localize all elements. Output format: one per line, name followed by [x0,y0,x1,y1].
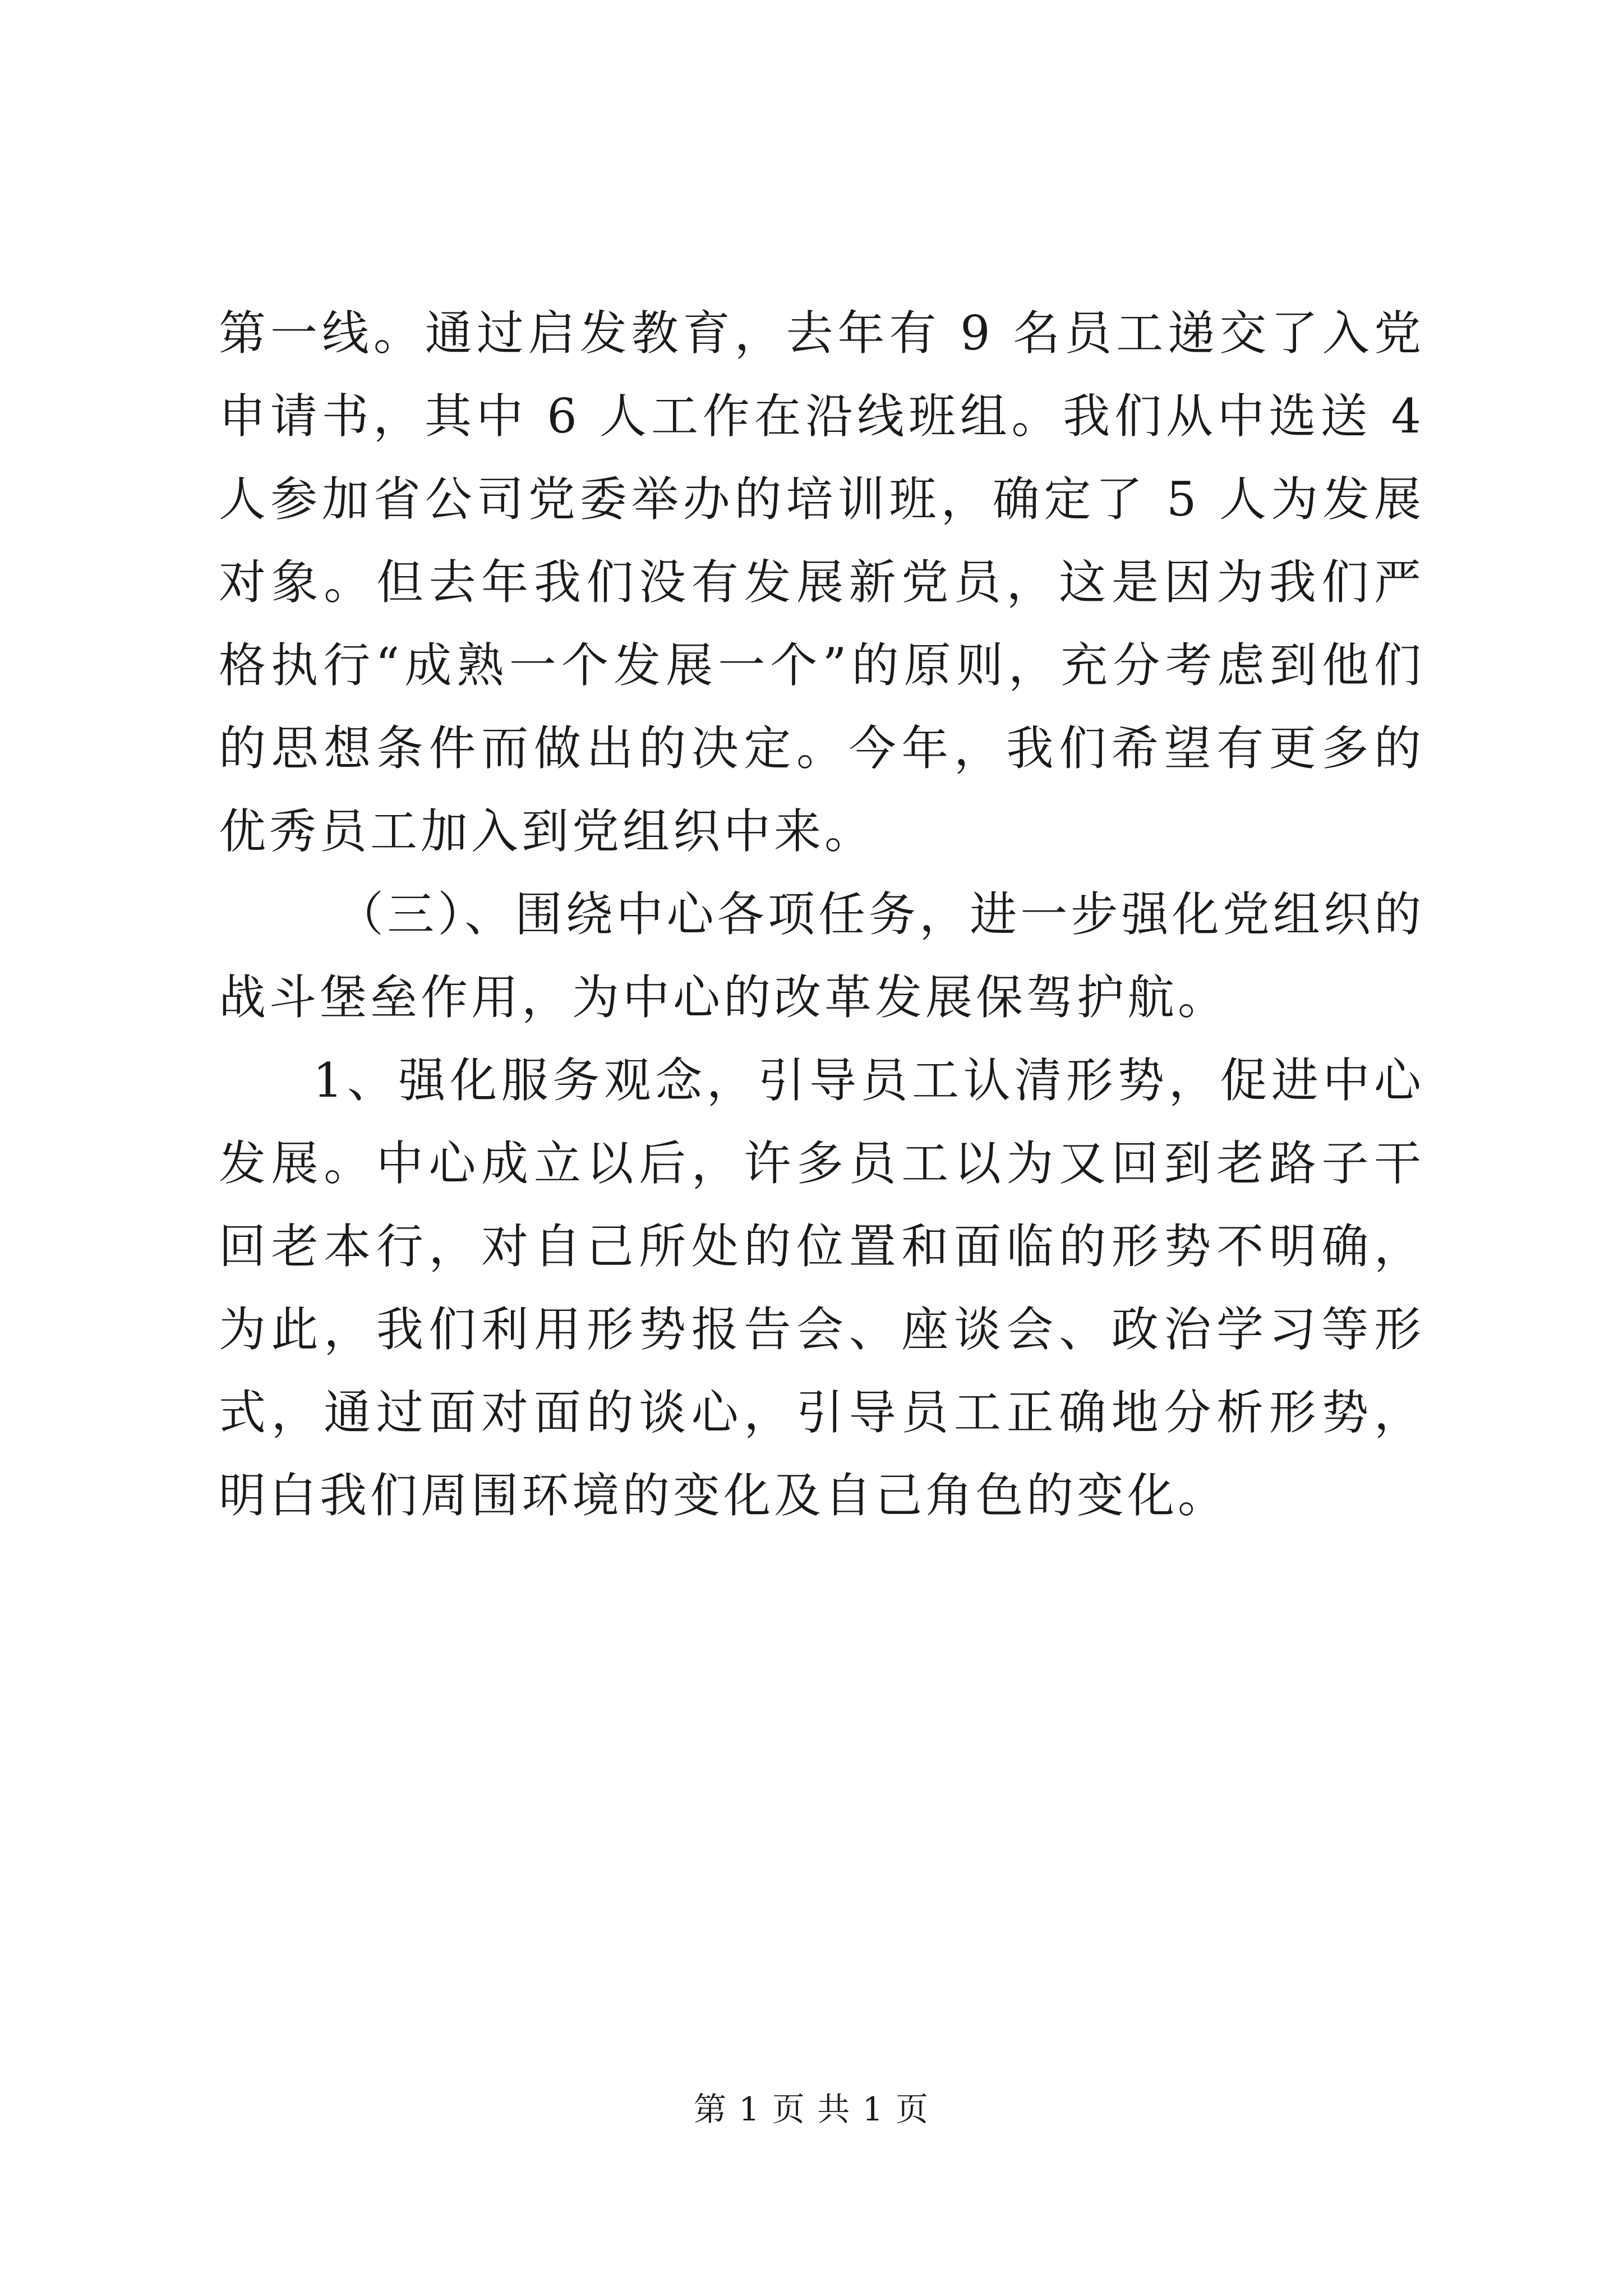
paragraph-section-heading: （三）、围绕中心各项任务，进一步强化党组织的战斗堡垒作用，为中心的改革发展保驾护航。 [219,887,1424,1025]
page-footer: 第 1 页 共 1 页 [694,2090,929,2128]
paragraph-item-1: 1、强化服务观念，引导员工认清形势，促进中心发展。中心成立以后，许多员工以为又回到老路子干回老本行，对自己所处的位置和面临的形势不明确，为此，我们利用形势报告会、座谈会、政治学习等形式，通过面对面的谈心，引导员工正确地分析形势，明白我们周围环境的变化及自己角色的变化。 [219,1053,1424,1523]
document-body [219,292,1424,1537]
paragraph-continuation: 第一线。通过启发教育，去年有 9 名员工递交了入党申请书，其中 6 人工作在沿线班组。我们从中选送 4 人参加省公司党委举办的培训班，确定了 5 人为发展对象。但去年我们没有发展新党员，这是因为我们严格执行“成熟一个发展一个”的原则，充分考虑到他们的思想条件而做出的决定。今年，我们希望有更多的优秀员工加入到党组织中来。 [219,306,1424,859]
